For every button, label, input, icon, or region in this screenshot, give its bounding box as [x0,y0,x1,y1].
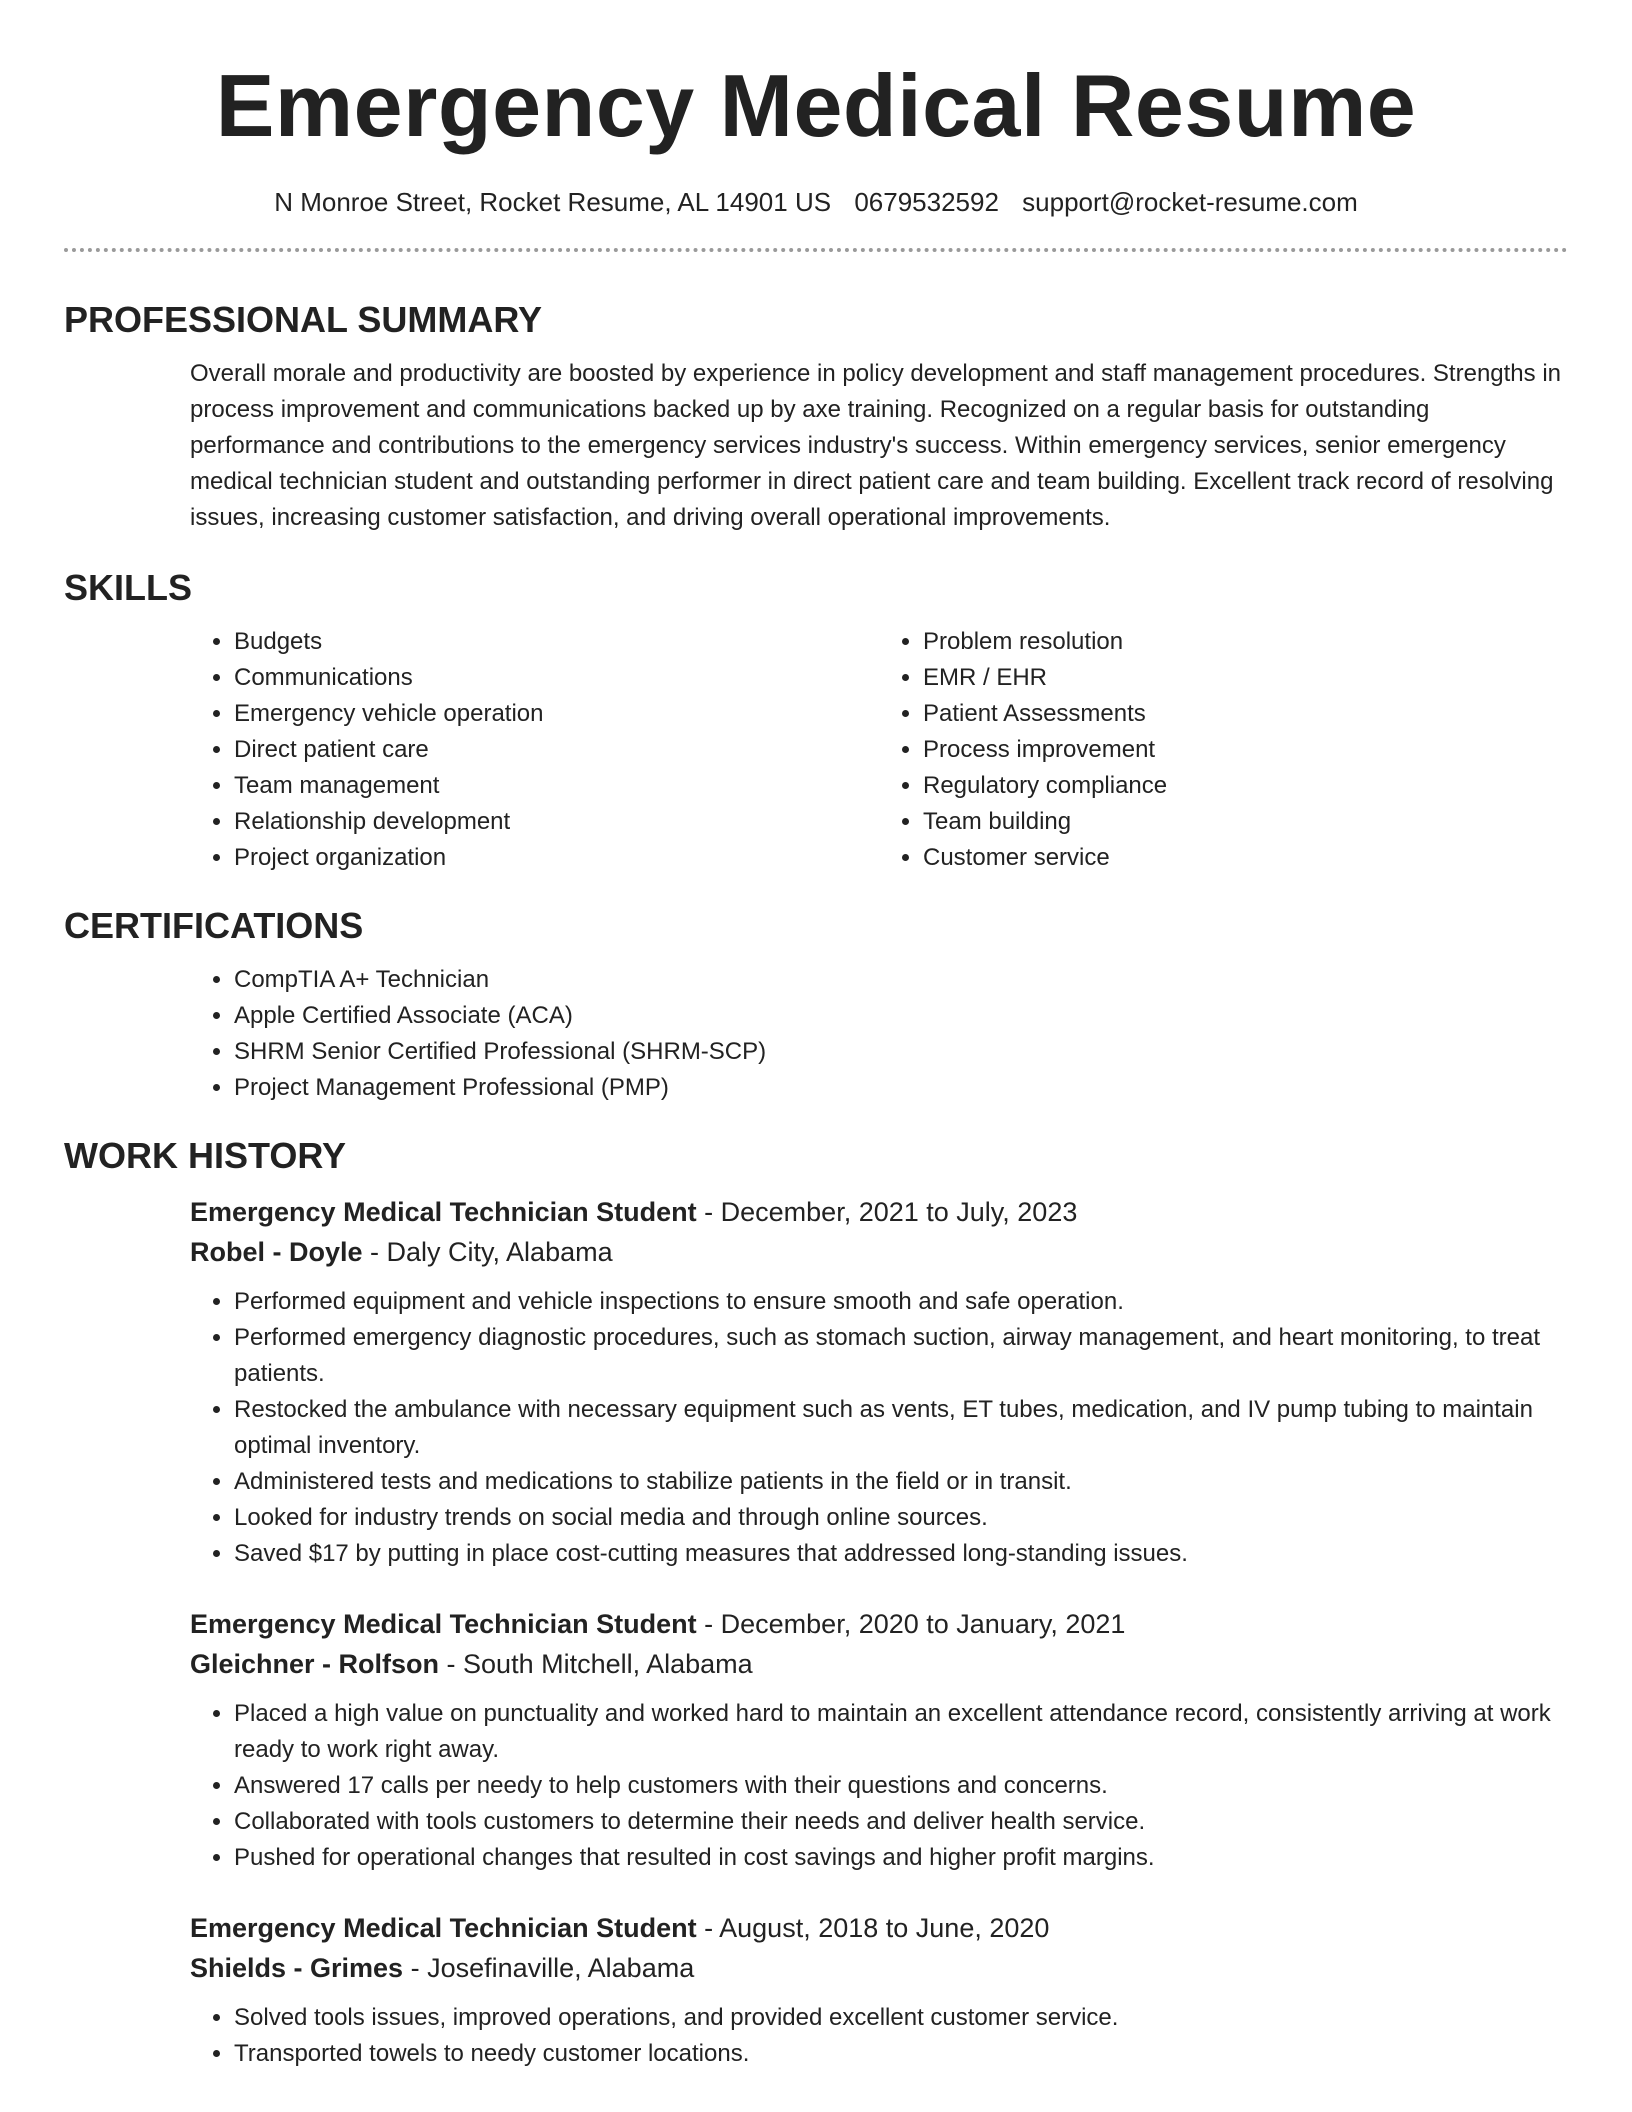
job-location: - Josefinaville, Alabama [403,1953,695,1983]
skill-item: • Project organization [234,840,879,876]
job-company: Shields - Grimes [190,1953,404,1983]
certifications-section [64,904,1568,1106]
job-bullet: • Restocked the ambulance with necessary equipment such as vents, ET tubes, medication, and IV pump tubing to maintain optimal inventory. [234,1392,1568,1464]
job-location: - South Mitchell, Alabama [439,1649,753,1679]
summary-section [64,298,1568,536]
job-title: Emergency Medical Technician Student [190,1609,697,1639]
certification-item: • Apple Certified Associate (ACA) [234,998,1568,1034]
job-bullets [190,1284,1568,1572]
job-bullets [190,2000,1568,2072]
skills-heading: SKILLS [64,567,193,608]
contact-address: N Monroe Street, Rocket Resume, AL 14901 US [274,187,832,217]
job-company-line [190,1232,1568,1272]
certification-item: • Project Management Professional (PMP) [234,1070,1568,1106]
skill-item: • Budgets [234,624,879,660]
job-bullets [190,1696,1568,1876]
job-bullet: • Transported towels to needy customer locations. [234,2036,1568,2072]
skill-item: • Emergency vehicle operation [234,696,879,732]
work-history-section [64,1134,1568,2072]
job-title-line [190,1192,1568,1232]
certifications-list [190,962,1568,1106]
job-company: Gleichner - Rolfson [190,1649,440,1679]
job-title-line [190,1604,1568,1644]
skill-item: • Customer service [923,840,1568,876]
skill-item: • Team building [923,804,1568,840]
certification-item: • CompTIA A+ Technician [234,962,1568,998]
skills-left-list [190,624,879,876]
job-bullet: • Looked for industry trends on social media and through online sources. [234,1500,1568,1536]
resume-page [64,0,1568,2072]
job-dates: - August, 2018 to June, 2020 [696,1913,1050,1943]
job-entry [190,1908,1568,2072]
resume-title: Emergency Medical Resume [215,56,1417,155]
skill-item: • Communications [234,660,879,696]
job-bullet: • Pushed for operational changes that resulted in cost savings and higher profit margins. [234,1840,1568,1876]
job-title: Emergency Medical Technician Student [190,1197,697,1227]
summary-heading: PROFESSIONAL SUMMARY [64,299,543,340]
job-bullet: • Answered 17 calls per needy to help customers with their questions and concerns. [234,1768,1568,1804]
job-dates: - December, 2021 to July, 2023 [696,1197,1078,1227]
contact-email: support@rocket-resume.com [1022,187,1358,217]
skill-item: • Team management [234,768,879,804]
job-company: Robel - Doyle [190,1237,363,1267]
skills-section [64,566,1568,876]
job-company-line [190,1948,1568,1988]
job-title-line [190,1908,1568,1948]
skill-item: • Direct patient care [234,732,879,768]
certification-item: • SHRM Senior Certified Professional (SHRM-SCP) [234,1034,1568,1070]
job-entry [190,1604,1568,1876]
job-dates: - December, 2020 to January, 2021 [696,1609,1126,1639]
skill-item: • Regulatory compliance [923,768,1568,804]
skills-right-list [879,624,1568,876]
contact-phone: 0679532592 [854,187,999,217]
job-bullet: • Collaborated with tools customers to determine their needs and deliver health service. [234,1804,1568,1840]
certifications-heading: CERTIFICATIONS [64,905,364,946]
skill-item: • Patient Assessments [923,696,1568,732]
job-bullet: • Performed emergency diagnostic procedures, such as stomach suction, airway management, and heart monitoring, to treat patients. [234,1320,1568,1392]
header-divider [64,248,1568,252]
job-company-line [190,1644,1568,1684]
job-location: - Daly City, Alabama [362,1237,613,1267]
summary-text: Overall morale and productivity are boosted by experience in policy development and staff management procedures. Strengths in process improvement and communications backed up by axe training. Recognized on a regular basis for outstanding performance and contributions to the emergency services industry's success. Within emergency services, senior emergency medical technician student and outstanding performer in direct patient care and team building. Excellent track record of resolving issues, increasing customer satisfaction, and driving overall operational improvements. [190,360,1561,531]
skill-item: • Process improvement [923,732,1568,768]
job-bullet: • Placed a high value on punctuality and worked hard to maintain an excellent attendance record, consistently arriving at work ready to work right away. [234,1696,1568,1768]
work-history-heading: WORK HISTORY [64,1135,347,1176]
skill-item: • Problem resolution [923,624,1568,660]
skill-item: • Relationship development [234,804,879,840]
job-entry [190,1192,1568,1572]
job-bullet: • Saved $17 by putting in place cost-cutting measures that addressed long-standing issues. [234,1536,1568,1572]
skill-item: • EMR / EHR [923,660,1568,696]
job-title: Emergency Medical Technician Student [190,1913,697,1943]
contact-line [64,186,1568,218]
job-bullet: • Performed equipment and vehicle inspections to ensure smooth and safe operation. [234,1284,1568,1320]
job-bullet: • Solved tools issues, improved operations, and provided excellent customer service. [234,2000,1568,2036]
job-bullet: • Administered tests and medications to stabilize patients in the field or in transit. [234,1464,1568,1500]
